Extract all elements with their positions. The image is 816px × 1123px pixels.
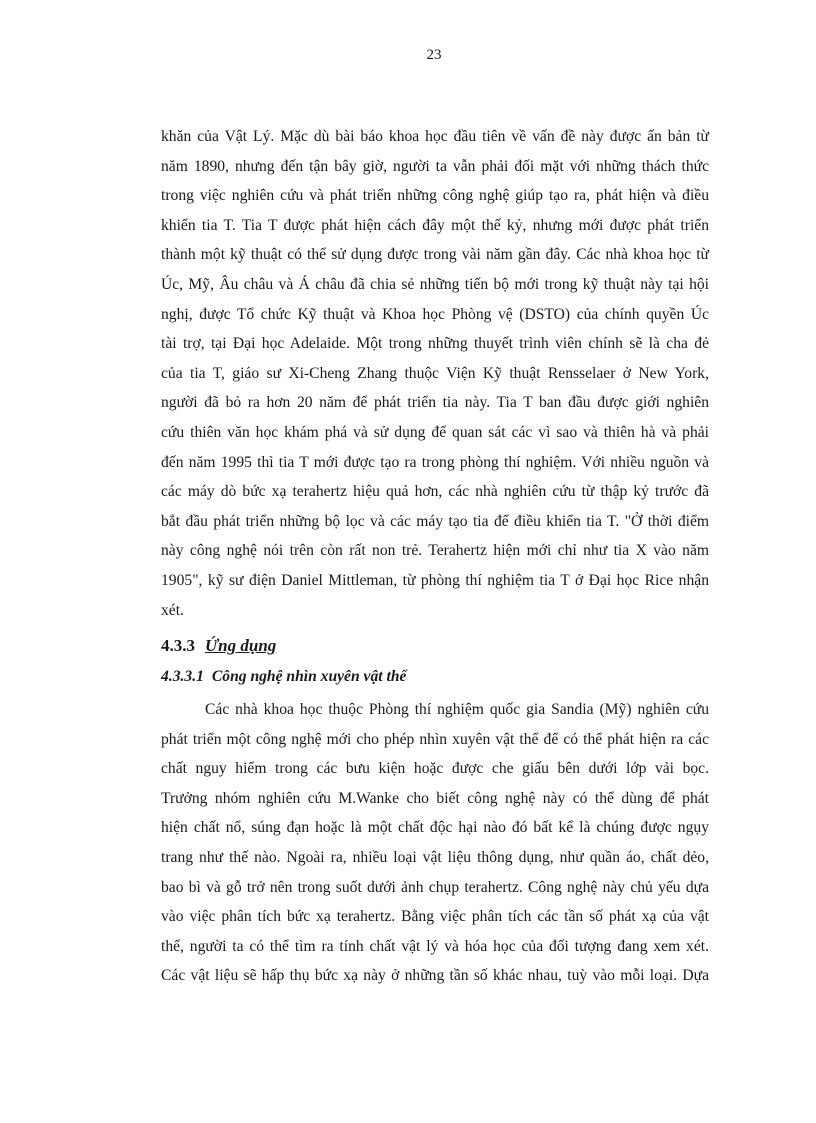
subsection-title: Công nghệ nhìn xuyên vật thể: [211, 668, 407, 686]
text-line: Trưởng nhóm nghiên cứu M.Wanke cho biết công nghệ này có thể dùng để phát: [161, 789, 709, 807]
text-line: Úc, Mỹ, Âu châu và Á châu đã chia sẻ những tiến bộ mới trong kỹ thuật này tại hội: [161, 275, 709, 293]
text-line: này công nghệ nói trên còn rất non trẻ. Terahertz hiện mới chỉ như tia X vào năm: [161, 542, 709, 560]
text-line: trang như thế nào. Ngoài ra, nhiều loại vật liệu thông dụng, như quần áo, chất dẻo,: [161, 849, 709, 867]
text-line: Các vật liệu sẽ hấp thụ bức xạ này ở những tần số khác nhau, tuỳ vào mỗi loại. Dựa: [161, 967, 709, 985]
text-line: nghị, được Tổ chức Kỹ thuật và Khoa học Phòng vệ (DSTO) của chính quyền Úc: [161, 305, 709, 323]
page-number: 23: [426, 47, 442, 63]
text-line: trong việc nghiên cứu và phát triển những công nghệ giúp tạo ra, phát hiện và điều: [161, 187, 709, 205]
text-line: bắt đầu phát triển những bộ lọc và các máy tạo tia để điều khiển tia T. "Ở thời điểm: [161, 512, 709, 530]
text-line: khăn của Vật Lý. Mặc dù bài báo khoa học đầu tiên về vấn đề này được ấn bản từ: [161, 128, 709, 145]
section-title: Ứng dụng: [205, 636, 277, 656]
text-line: vào việc phân tích bức xạ terahertz. Bằng việc phân tích các tần số phát xạ của vật: [161, 908, 709, 926]
text-line: hiện chất nổ, súng đạn hoặc là một chất độc hại nào đó bất kể là chúng được ngụy: [161, 819, 709, 837]
page-content: [161, 122, 709, 991]
text-line: Các nhà khoa học thuộc Phòng thí nghiệm quốc gia Sandia (Mỹ) nghiên cứu: [205, 701, 709, 719]
subsection-heading: [161, 662, 709, 692]
section-number: 4.3.3: [161, 636, 195, 656]
section-heading: [161, 630, 709, 662]
text-line: người đã bỏ ra hơn 20 năm để phát triển tia này. Tia T ban đầu được giới nghiên: [161, 394, 709, 412]
text-line: khiển tia T. Tia T được phát hiện cách đây một thế kỷ, nhưng mới được phát triển: [161, 216, 709, 234]
text-line: của tia T, giáo sư Xi-Cheng Zhang thuộc Viện Kỹ thuật Rensselaer ở New York,: [161, 364, 709, 382]
subsection-number: 4.3.3.1: [161, 668, 204, 686]
text-line: bao bì và gỗ trở nên trong suốt dưới ảnh chụp terahertz. Công nghệ này chủ yếu dựa: [161, 878, 709, 896]
text-line: năm 1890, nhưng đến tận bây giờ, người ta vẫn phải đối mặt với những thách thức: [161, 157, 709, 175]
text-line: đến năm 1995 thì tia T mới được tạo ra trong phòng thí nghiệm. Với nhiều nguồn và: [161, 453, 709, 471]
text-line: thành một kỹ thuật có thể sử dụng được trong vài năm gần đây. Các nhà khoa học từ: [161, 246, 709, 264]
paragraph-intro: [161, 122, 709, 625]
text-line: chất nguy hiểm trong các bưu kiện hoặc được che giấu bên dưới lớp vải bọc.: [161, 760, 709, 778]
text-line: tài trợ, tại Đại học Adelaide. Một trong những thuyết trình viên chính sẽ là cha đẻ: [161, 335, 709, 353]
text-line: cứu thiên văn học khám phá và sử dụng để quan sát các vì sao và thiên hà và phải: [161, 423, 709, 441]
text-line: xét.: [161, 601, 184, 619]
text-line: các máy dò bức xạ terahertz hiệu quả hơn, các nhà nghiên cứu từ thập kỷ trước đã: [161, 483, 709, 501]
text-line: 1905", kỹ sư điện Daniel Mittleman, từ phòng thí nghiệm tia T ở Đại học Rice nhận: [161, 571, 709, 589]
text-line: phát triển một công nghệ mới cho phép nhìn xuyên vật thể để có thể phát hiện ra các: [161, 730, 709, 748]
text-line: thể, người ta có thể tìm ra tính chất vật lý và hóa học của đối tượng đang xem xét.: [161, 937, 709, 955]
paragraph-application: [161, 695, 709, 991]
